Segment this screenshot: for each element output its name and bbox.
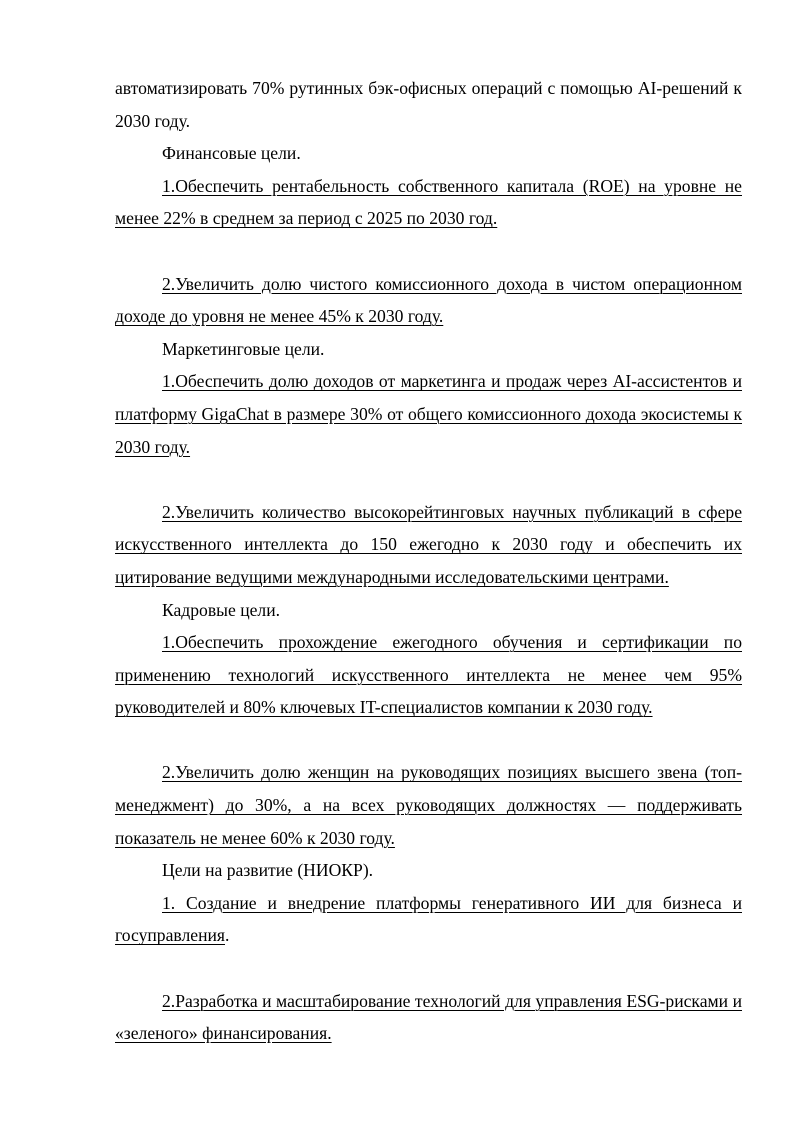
document-body	[115, 72, 742, 1050]
section-heading-hr: Кадровые цели.	[162, 599, 281, 620]
rnd-goal-1-period: .	[225, 925, 230, 946]
hr-goal-2-text: 2.Увеличить долю женщин на руководящих позициях высшего звена (топ-менеджмент) до 30%, а на всех руководящих должностях — поддерживать показатель не менее 60% к 2030 году.	[115, 762, 742, 848]
section-heading-rnd: Цели на развитие (НИОКР).	[162, 860, 374, 881]
hr-goal-1	[115, 626, 742, 724]
rnd-goal-1-text: 1. Создание и внедрение платформы генеративного ИИ для бизнеса и госуправления	[115, 892, 742, 946]
paragraph-gap	[115, 952, 742, 985]
marketing-goal-2	[115, 496, 742, 594]
paragraph-gap	[115, 235, 742, 268]
rnd-goal-2	[115, 985, 742, 1050]
intro-paragraph: автоматизировать 70% рутинных бэк-офисных операций с помощью AI-решений к 2030 году.	[115, 78, 742, 131]
section-heading-marketing: Маркетинговые цели.	[162, 338, 325, 359]
rnd-goal-2-text: 2.Разработка и масштабирование технологий для управления ESG-рисками и «зеленого» финансирования.	[115, 990, 742, 1044]
finance-goal-2-text: 2.Увеличить долю чистого комиссионного дохода в чистом операционном доходе до уровня не менее 45% к 2030 году.	[115, 273, 742, 327]
rnd-goal-1	[115, 887, 742, 952]
section-heading-finance: Финансовые цели.	[162, 143, 301, 164]
finance-goal-1	[115, 170, 742, 235]
finance-goal-2	[115, 268, 742, 333]
finance-goal-1-text: 1.Обеспечить рентабельность собственного капитала (ROE) на уровне не менее 22% в среднем за период с 2025 по 2030 год.	[115, 175, 742, 229]
paragraph-gap	[115, 463, 742, 496]
hr-goal-2	[115, 756, 742, 854]
hr-goal-1-text: 1.Обеспечить прохождение ежегодного обучения и сертификации по применению технологий искусственного интеллекта не менее чем 95% руководителей и 80% ключевых IT-специалистов компании к 2030 году.	[115, 632, 742, 718]
marketing-goal-1-text: 1.Обеспечить долю доходов от маркетинга и продаж через AI-ассистентов и платформу GigaChat в размере 30% от общего комиссионного дохода экосистемы к 2030 году.	[115, 371, 742, 457]
paragraph-gap	[115, 724, 742, 757]
marketing-goal-1	[115, 365, 742, 463]
marketing-goal-2-text: 2.Увеличить количество высокорейтинговых научных публикаций в сфере искусственного интеллекта до 150 ежегодно к 2030 году и обеспечить их цитирование ведущими международными исследовательскими центрами.	[115, 501, 742, 587]
